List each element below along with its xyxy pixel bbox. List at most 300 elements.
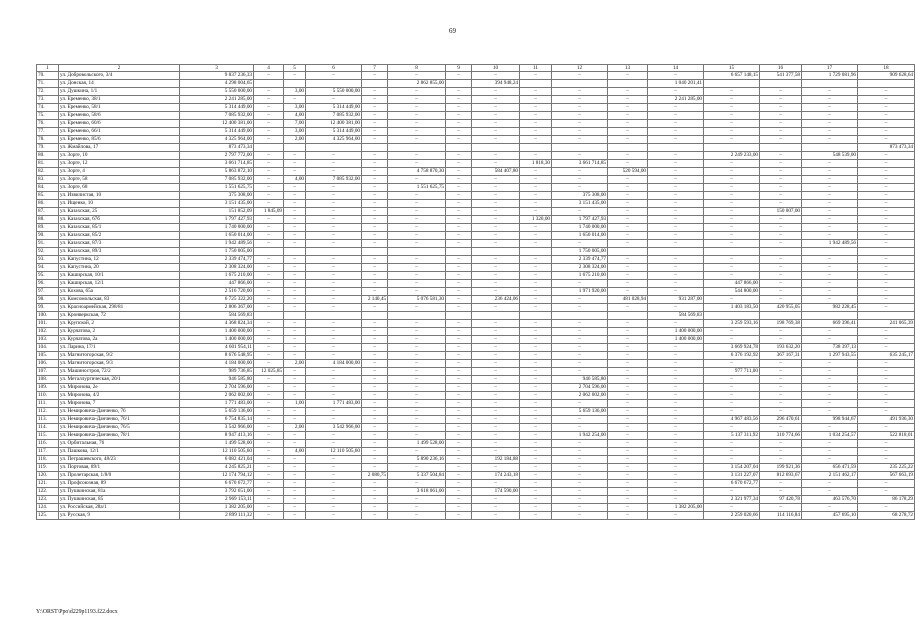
address-cell: ул. Красноармейская, 298/81: [59, 304, 180, 312]
amount-cell: –: [362, 264, 388, 272]
amount-cell: –: [858, 192, 915, 200]
amount-cell: –: [472, 336, 520, 344]
amount-cell: –: [802, 200, 858, 208]
amount-cell: –: [472, 320, 520, 328]
amount-cell: –: [446, 184, 472, 192]
amount-cell: –: [552, 104, 608, 112]
amount-cell: 1 942 489,56: [180, 240, 254, 248]
amount-cell: –: [648, 184, 704, 192]
amount-cell: –: [802, 336, 858, 344]
amount-cell: –: [388, 280, 446, 288]
amount-cell: –: [446, 216, 472, 224]
amount-cell: –: [704, 296, 760, 304]
amount-cell: –: [552, 120, 608, 128]
row-number-cell: 86.: [37, 200, 59, 208]
amount-cell: 2 308 324,00: [180, 264, 254, 272]
amount-cell: –: [306, 392, 362, 400]
amount-cell: 946 585,80: [552, 376, 608, 384]
amount-cell: –: [520, 352, 552, 360]
amount-cell: –: [388, 272, 446, 280]
column-number-cell: 1: [37, 65, 59, 72]
amount-cell: –: [760, 448, 802, 456]
amount-cell: –: [648, 472, 704, 480]
amount-cell: –: [520, 72, 552, 80]
amount-cell: [648, 248, 704, 256]
amount-cell: –: [552, 320, 608, 328]
amount-cell: –: [284, 328, 306, 336]
amount-cell: –: [446, 480, 472, 488]
address-cell: ул. Металлургическая, 20/1: [59, 376, 180, 384]
amount-cell: –: [704, 264, 760, 272]
amount-cell: –: [388, 104, 446, 112]
amount-cell: 5 314 449,00: [306, 104, 362, 112]
amount-cell: 463 576,70: [802, 496, 858, 504]
amount-cell: –: [388, 408, 446, 416]
amount-cell: –: [704, 112, 760, 120]
amount-cell: –: [858, 288, 915, 296]
amount-cell: –: [608, 184, 648, 192]
amount-cell: 1 942 489,56: [802, 240, 858, 248]
amount-cell: –: [362, 240, 388, 248]
amount-cell: –: [284, 304, 306, 312]
amount-cell: 68 278,72: [858, 512, 915, 520]
amount-cell: –: [704, 128, 760, 136]
amount-cell: –: [704, 176, 760, 184]
amount-cell: 1 797 427,93: [552, 216, 608, 224]
amount-cell: –: [760, 408, 802, 416]
amount-cell: –: [306, 232, 362, 240]
amount-cell: 4 184 000,00: [306, 360, 362, 368]
amount-cell: –: [284, 384, 306, 392]
amount-cell: –: [362, 216, 388, 224]
amount-cell: –: [446, 224, 472, 232]
amount-cell: –: [446, 392, 472, 400]
amount-cell: –: [802, 184, 858, 192]
amount-cell: –: [446, 344, 472, 352]
row-number-cell: 78.: [37, 136, 59, 144]
amount-cell: 174 243,18: [472, 472, 520, 480]
amount-cell: –: [362, 128, 388, 136]
amount-cell: –: [704, 232, 760, 240]
amount-cell: –: [284, 208, 306, 216]
amount-cell: 4 967 483,56: [704, 416, 760, 424]
amount-cell: –: [284, 192, 306, 200]
amount-cell: 2 969 153,11: [180, 496, 254, 504]
row-number-cell: 118.: [37, 456, 59, 464]
amount-cell: 520 594,00: [608, 168, 648, 176]
amount-cell: 873 473,34: [180, 144, 254, 152]
amount-cell: –: [254, 72, 284, 80]
amount-cell: –: [704, 216, 760, 224]
amount-cell: –: [760, 168, 802, 176]
column-number-cell: 15: [704, 65, 760, 72]
amount-cell: 1 040 201,41: [648, 80, 704, 88]
amount-cell: –: [704, 192, 760, 200]
amount-cell: –: [306, 256, 362, 264]
amount-cell: 584 569,83: [648, 312, 704, 320]
table-row: [37, 440, 915, 448]
amount-cell: 5 863 872,10: [180, 168, 254, 176]
amount-cell: –: [858, 344, 915, 352]
amount-cell: –: [388, 464, 446, 472]
amount-cell: –: [760, 368, 802, 376]
amount-cell: –: [760, 104, 802, 112]
amount-cell: –: [760, 152, 802, 160]
amount-cell: –: [362, 168, 388, 176]
amount-cell: –: [446, 208, 472, 216]
amount-cell: 669 396,41: [802, 320, 858, 328]
amount-cell: –: [858, 336, 915, 344]
amount-cell: –: [446, 336, 472, 344]
amount-cell: 656 471,59: [802, 464, 858, 472]
amount-cell: [802, 80, 858, 88]
amount-cell: –: [858, 480, 915, 488]
amount-cell: –: [362, 224, 388, 232]
amount-cell: –: [284, 256, 306, 264]
amount-cell: 3,00: [284, 88, 306, 96]
amount-cell: –: [284, 440, 306, 448]
amount-cell: 4,00: [284, 448, 306, 456]
amount-cell: 3 131 227,07: [704, 472, 760, 480]
amount-cell: –: [388, 256, 446, 264]
amount-cell: –: [648, 456, 704, 464]
amount-cell: –: [704, 120, 760, 128]
amount-cell: –: [704, 456, 760, 464]
amount-cell: –: [254, 104, 284, 112]
amount-cell: [802, 248, 858, 256]
amount-cell: –: [284, 488, 306, 496]
amount-cell: [362, 80, 388, 88]
amount-cell: –: [284, 320, 306, 328]
amount-cell: –: [520, 504, 552, 512]
amount-cell: 7 085 932,00: [180, 176, 254, 184]
amount-cell: –: [446, 112, 472, 120]
amount-cell: 151 852,09: [180, 208, 254, 216]
amount-cell: –: [648, 416, 704, 424]
amount-cell: –: [520, 200, 552, 208]
amount-cell: –: [284, 344, 306, 352]
row-number-cell: 111.: [37, 400, 59, 408]
amount-cell: 1 729 081,96: [802, 72, 858, 80]
amount-cell: 4 325 964,00: [306, 136, 362, 144]
amount-cell: –: [802, 400, 858, 408]
amount-cell: –: [704, 392, 760, 400]
amount-cell: –: [284, 240, 306, 248]
amount-cell: –: [858, 400, 915, 408]
row-number-cell: 102.: [37, 328, 59, 336]
table-row: [37, 368, 915, 376]
amount-cell: 2 339 474,77: [552, 256, 608, 264]
amount-cell: 2 862 855,00: [388, 80, 446, 88]
amount-cell: –: [472, 232, 520, 240]
amount-cell: –: [608, 416, 648, 424]
amount-cell: –: [362, 272, 388, 280]
amount-cell: –: [254, 400, 284, 408]
amount-cell: –: [608, 504, 648, 512]
amount-cell: –: [362, 192, 388, 200]
amount-cell: –: [760, 400, 802, 408]
amount-cell: 6 657 148,15: [704, 72, 760, 80]
amount-cell: 5 337 504,84: [388, 472, 446, 480]
amount-cell: –: [362, 408, 388, 416]
amount-cell: –: [472, 200, 520, 208]
amount-cell: –: [362, 496, 388, 504]
column-number-cell: 13: [608, 65, 648, 72]
amount-cell: 2,00: [284, 136, 306, 144]
amount-cell: –: [306, 72, 362, 80]
table-row: [37, 424, 915, 432]
amount-cell: –: [472, 328, 520, 336]
amount-cell: 2 899 111,32: [180, 512, 254, 520]
amount-cell: –: [254, 112, 284, 120]
row-number-cell: 123.: [37, 496, 59, 504]
amount-cell: –: [446, 464, 472, 472]
amount-cell: –: [306, 160, 362, 168]
table-row: [37, 296, 915, 304]
amount-cell: 1 797 427,93: [180, 216, 254, 224]
amount-cell: 4 245 825,21: [180, 464, 254, 472]
address-cell: ул. Кохова, 65а: [59, 288, 180, 296]
row-number-cell: 81.: [37, 160, 59, 168]
row-number-cell: 71.: [37, 80, 59, 88]
amount-cell: –: [858, 264, 915, 272]
amount-cell: –: [446, 488, 472, 496]
row-number-cell: 85.: [37, 192, 59, 200]
column-number-cell: 14: [648, 65, 704, 72]
amount-cell: –: [858, 200, 915, 208]
amount-cell: –: [446, 168, 472, 176]
amount-cell: –: [284, 408, 306, 416]
amount-cell: –: [472, 384, 520, 392]
amount-cell: 1 551 625,75: [388, 184, 446, 192]
table-row: [37, 176, 915, 184]
amount-cell: –: [858, 112, 915, 120]
amount-cell: –: [608, 376, 648, 384]
amount-cell: 9 837 236,33: [180, 72, 254, 80]
amount-cell: –: [520, 336, 552, 344]
amount-cell: –: [306, 216, 362, 224]
row-number-cell: 77.: [37, 128, 59, 136]
amount-cell: –: [552, 368, 608, 376]
amount-cell: 198 769,38: [760, 320, 802, 328]
amount-cell: –: [760, 112, 802, 120]
amount-cell: –: [760, 136, 802, 144]
amount-cell: [552, 312, 608, 320]
address-cell: ул. Русская, 9: [59, 512, 180, 520]
column-number-cell: 16: [760, 65, 802, 72]
amount-cell: –: [648, 352, 704, 360]
amount-cell: –: [472, 400, 520, 408]
amount-cell: –: [362, 432, 388, 440]
amount-cell: –: [802, 424, 858, 432]
amount-cell: –: [520, 232, 552, 240]
row-number-cell: 93.: [37, 256, 59, 264]
amount-cell: –: [520, 448, 552, 456]
amount-cell: –: [858, 256, 915, 264]
amount-cell: –: [472, 160, 520, 168]
amount-cell: –: [704, 424, 760, 432]
amount-cell: 2 704 596,00: [180, 384, 254, 392]
amount-cell: –: [552, 336, 608, 344]
amount-cell: –: [608, 392, 648, 400]
amount-cell: 174 590,00: [472, 488, 520, 496]
amount-cell: 2 241 285,00: [180, 96, 254, 104]
amount-cell: –: [552, 456, 608, 464]
amount-cell: –: [306, 384, 362, 392]
amount-cell: –: [608, 160, 648, 168]
amount-cell: –: [254, 416, 284, 424]
amount-cell: –: [520, 424, 552, 432]
amount-cell: –: [858, 208, 915, 216]
amount-cell: –: [608, 264, 648, 272]
amount-cell: –: [552, 464, 608, 472]
table-row: [37, 336, 915, 344]
amount-cell: 193 632,20: [760, 344, 802, 352]
amount-cell: –: [388, 424, 446, 432]
amount-cell: –: [388, 88, 446, 96]
amount-cell: 548 539,00: [802, 152, 858, 160]
amount-cell: –: [254, 272, 284, 280]
amount-cell: –: [608, 152, 648, 160]
amount-cell: –: [520, 184, 552, 192]
amount-cell: –: [608, 384, 648, 392]
amount-cell: –: [648, 272, 704, 280]
amount-cell: –: [362, 320, 388, 328]
amount-cell: [472, 144, 520, 152]
amount-cell: –: [704, 328, 760, 336]
amount-cell: –: [520, 88, 552, 96]
amount-cell: –: [362, 416, 388, 424]
amount-cell: 989 736,85: [180, 368, 254, 376]
amount-cell: [362, 144, 388, 152]
amount-cell: –: [472, 448, 520, 456]
amount-cell: –: [472, 416, 520, 424]
amount-cell: [284, 144, 306, 152]
amount-cell: 977 711,00: [704, 368, 760, 376]
amount-cell: –: [472, 192, 520, 200]
amount-cell: [446, 248, 472, 256]
amount-cell: –: [362, 384, 388, 392]
amount-cell: –: [446, 320, 472, 328]
amount-cell: –: [520, 416, 552, 424]
amount-cell: 2 308 324,00: [552, 264, 608, 272]
row-number-cell: 89.: [37, 224, 59, 232]
amount-cell: –: [306, 296, 362, 304]
amount-cell: [284, 80, 306, 88]
table-row: [37, 384, 915, 392]
amount-cell: –: [362, 120, 388, 128]
amount-cell: –: [254, 136, 284, 144]
amount-cell: –: [472, 176, 520, 184]
amount-cell: –: [858, 424, 915, 432]
amount-cell: –: [284, 296, 306, 304]
amount-cell: 2 241 285,00: [648, 96, 704, 104]
amount-cell: 1 551 625,75: [180, 184, 254, 192]
amount-cell: –: [520, 192, 552, 200]
address-cell: ул. Немировича-Данченко, 78/1: [59, 432, 180, 440]
amount-cell: 522 818,01: [858, 432, 915, 440]
amount-cell: –: [608, 400, 648, 408]
amount-cell: –: [306, 264, 362, 272]
amount-cell: [608, 144, 648, 152]
amount-cell: –: [552, 296, 608, 304]
amount-cell: 931 287,00: [648, 296, 704, 304]
amount-cell: –: [648, 168, 704, 176]
amount-cell: –: [284, 168, 306, 176]
amount-cell: –: [858, 232, 915, 240]
amount-cell: –: [760, 232, 802, 240]
amount-cell: –: [704, 408, 760, 416]
amount-cell: 3 259 593,16: [704, 320, 760, 328]
amount-cell: 6 725 322,20: [180, 296, 254, 304]
amount-cell: –: [552, 504, 608, 512]
amount-cell: –: [284, 432, 306, 440]
amount-cell: 236 424,06: [472, 296, 520, 304]
amount-cell: [362, 248, 388, 256]
amount-cell: –: [858, 88, 915, 96]
amount-cell: –: [388, 288, 446, 296]
address-cell: ул. Еременко, 66/1: [59, 128, 180, 136]
amount-cell: –: [446, 416, 472, 424]
address-cell: ул. Курчатова, 2а: [59, 336, 180, 344]
amount-cell: –: [520, 456, 552, 464]
amount-cell: [552, 80, 608, 88]
amount-cell: –: [388, 112, 446, 120]
amount-cell: –: [446, 384, 472, 392]
amount-cell: –: [858, 128, 915, 136]
amount-cell: –: [608, 112, 648, 120]
amount-cell: [858, 248, 915, 256]
row-number-cell: 103.: [37, 336, 59, 344]
amount-cell: –: [306, 272, 362, 280]
amount-cell: 2 080,75: [362, 472, 388, 480]
amount-cell: 1 650 014,00: [552, 232, 608, 240]
amount-cell: –: [608, 512, 648, 520]
amount-cell: –: [552, 240, 608, 248]
row-number-cell: 114.: [37, 424, 59, 432]
amount-cell: 1 675 210,00: [552, 272, 608, 280]
amount-cell: 1 942 254,00: [552, 432, 608, 440]
amount-cell: 738 397,13: [802, 344, 858, 352]
amount-cell: –: [446, 456, 472, 464]
amount-cell: –: [760, 456, 802, 464]
amount-cell: 2 797 772,00: [180, 152, 254, 160]
amount-cell: –: [648, 344, 704, 352]
address-cell: ул. Каширская, 12/1: [59, 280, 180, 288]
amount-cell: –: [388, 136, 446, 144]
amount-cell: –: [472, 376, 520, 384]
amount-cell: 114 116,84: [760, 512, 802, 520]
amount-cell: –: [472, 440, 520, 448]
amount-cell: [306, 80, 362, 88]
amount-cell: [704, 80, 760, 88]
amount-cell: [362, 312, 388, 320]
amount-cell: –: [608, 352, 648, 360]
amount-cell: –: [306, 408, 362, 416]
row-number-cell: 112.: [37, 408, 59, 416]
amount-cell: –: [254, 96, 284, 104]
amount-cell: –: [648, 136, 704, 144]
amount-cell: –: [388, 328, 446, 336]
amount-cell: –: [552, 440, 608, 448]
amount-cell: 1 499 528,00: [180, 440, 254, 448]
amount-cell: 150 007,00: [760, 208, 802, 216]
amount-cell: –: [704, 488, 760, 496]
amount-cell: –: [760, 336, 802, 344]
amount-cell: 1 650 014,00: [180, 232, 254, 240]
amount-cell: 7,00: [284, 120, 306, 128]
amount-cell: –: [362, 360, 388, 368]
